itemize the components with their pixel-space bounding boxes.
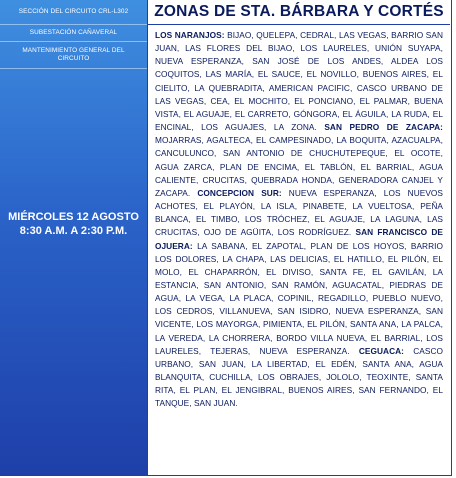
zone-name: SAN FRANCISCO DE OJUERA: [155,227,443,251]
zone-places: MOJARRAS, AGALTECA, EL CAMPESINADO, LA BOQUITA, AZACUALPA, CANCULUNCO, SAN ANTONIO DE CHUCHUTEPEQUE, EL OCOTE, AGUA ZARCA, PLAN DE ENCIMA, EL TABLÓN, EL BARRIAL, AGUA CALIENTE, CRUCITAS, QUEBRADA HONDA, GENERADORA CANJEL Y ZACAPA. [155,135,443,198]
maintenance-label-line1: MANTENIMIENTO GENERAL DEL [22,47,125,54]
zone-name: SAN PEDRO DE ZACAPA: [324,122,443,133]
schedule-date: MIÉRCOLES 12 AGOSTO [8,211,139,223]
zones-title: ZONAS DE STA. BÁRBARA Y CORTÉS [148,0,450,25]
zone-places: BIJAO, QUELEPA, CEDRAL, LAS VEGAS, BARRIO SAN JUAN, LAS FLORES DEL BIJAO, LOS LAURELES, UNIÓN SUYAPA, NUEVA ESPERANZA, SAN JOSÉ DE LOS ANDES, ALDEA LOS COQUITOS, LAS MARÍA, EL SAUCE, EL NOVILLO, BUENOS AIRES, EL CIELITO, LA QUEBRADITA, AMERICAN PACIFIC, CASCO URBANO DE LAS VEGAS, CEA, EL MOCHITO, EL PONCIANO, EL PALMAR, BUENA VISTA, EL AGUAJE, EL CARRETO, GÓNGORA, EL ÁGUILA, LA RUDA, EL ENCINAL, LOS AGUAJES, LA ZONA. [155,30,443,133]
zone-places: CASCO URBANO, SAN JUAN, LA LIBERTAD, EL EDÉN, SANTA ANA, AGUA BLANQUITA, CUCHILLA, LOS OBRAJES, JOLOLO, TEOXINTE, SANTA RITA, EL PLAN, EL JENGIBRAL, BUENOS AIRES, SAN FERNANDO, EL TANQUE, SAN JUAN. [155,345,443,409]
circuit-section-label: SECCIÓN DEL CIRCUITO CRL-L302 [0,0,147,25]
schedule-date-time [0,210,147,238]
zone-name: CONCEPCION SUR: [197,187,282,198]
substation-label: SUBESTACIÓN CAÑAVERAL [0,25,147,42]
zone-places: LA SABANA, EL ZAPOTAL, PLAN DE LOS HOYOS, BARRIO LOS DOLORES, LA CHAPA, LAS DELICIAS, EL HATILLO, EL PILÓN, EL MOLO, EL CHAPARRÓN, EL DIVISO, SANTA FE, EL GAVILÁN, LA ESTANCIA, SAN ANTONIO, SAN RAMÓN, AGUACATAL, PIEDRAS DE AGUA, LA VEGA, LA PLACA, COPINIL, REGADILLO, PUEBLO NUEVO, LOS CEDROS, VILLANUEVA, SAN ISIDRO, NUEVA ESPERANZA, SAN VICENTE, LOS MAYORGA, PIMIENTA, EL PILÓN, SANTA ANA, LA PALCA, LA VEREDA, LA CHORRERA, BORDO VILLA NUEVA, EL BARRIAL, LOS LAURELES, TEJERAS, NUEVA ESPERANZA. [155,240,443,356]
schedule-column [0,0,147,476]
maintenance-label-line2: CIRCUITO [57,55,90,62]
maintenance-label [0,42,147,69]
zone-name: LOS NARANJOS: [155,30,225,40]
schedule-time: 8:30 A.M. A 2:30 P.M. [19,225,128,237]
zone-name: CEGUACA: [358,345,404,356]
zones-list [155,29,443,411]
zones-column [147,0,452,476]
zone-places: NUEVA ESPERANZA, LOS NUEVOS ACHOTES, EL PLAYÓN, LA ISLA, PINABETE, LA VUELTOSA, PEÑA BLANCA, EL TIMBO, LOS TRÓCHEZ, EL AGUAJE, LA LAGUNA, LAS CRUCITAS, OJO DE AGÜITA, LOS RODRÍGUEZ. [155,187,443,238]
